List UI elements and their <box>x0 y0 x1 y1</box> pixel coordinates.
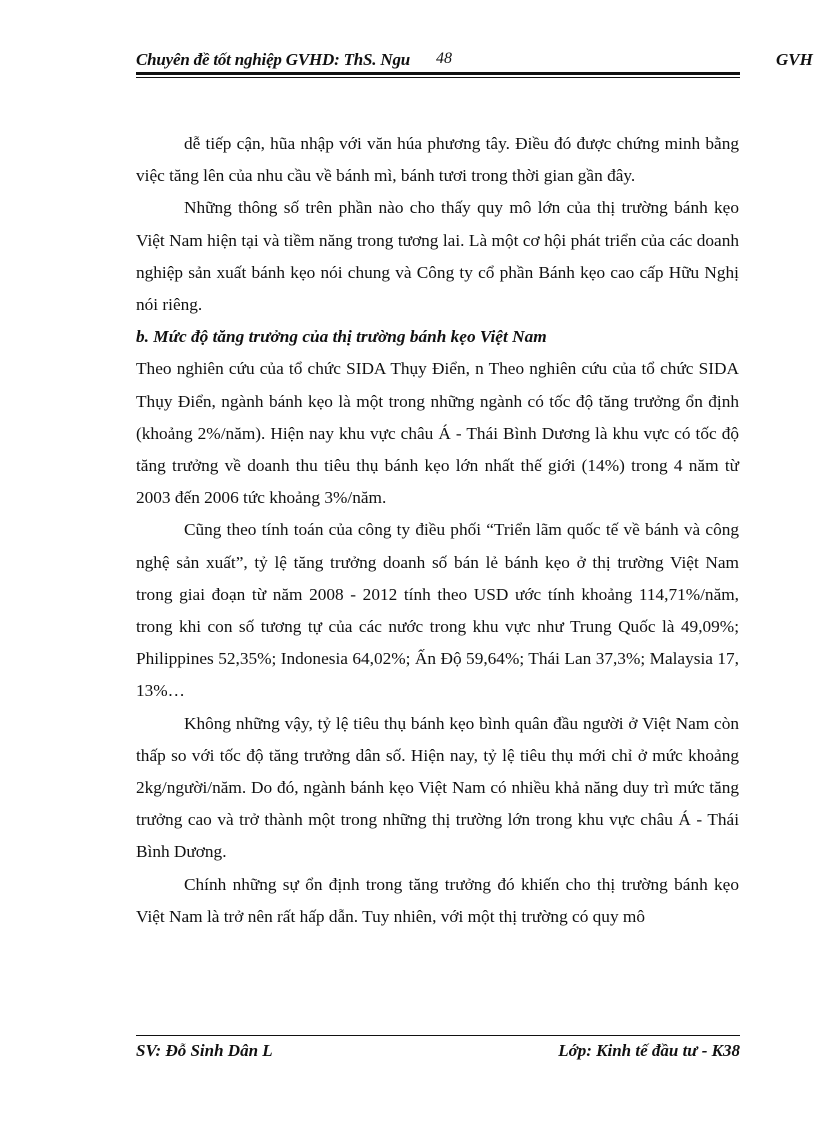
footer-class: Lớp: Kinh tế đầu tư - K38 <box>558 1041 740 1060</box>
header-rule-thick <box>136 72 740 75</box>
paragraph-4: Cũng theo tính toán của công ty điều phối “Triển lãm quốc tế về bánh và công nghệ sản xuất”, tỷ lệ tăng trưởng doanh số bán lẻ bánh kẹo ở thị trường Việt Nam trong giai đoạn từ năm 2008 - 2012 tính theo USD ước tính khoảng 114,71%/năm, trong khi con số tương tự của các nước trong khu vực như Trung Quốc là 49,09%; Philippines 52,35%; Indonesia 64,02%; Ấn Độ 59,64%; Thái Lan 37,3%; Malaysia 17, 13%… <box>136 520 739 701</box>
paragraph-6: Chính những sự ổn định trong tăng trưởng đó khiến cho thị trường bánh kẹo Việt Nam là trở nên rất hấp dẫn. Tuy nhiên, với một thị trường có quy mô <box>136 874 739 926</box>
header-rule-thin <box>136 77 740 78</box>
header-right-text: GVH <box>776 50 813 69</box>
header-title: Chuyên đề tốt nghiệp GVHD: ThS. Ngu <box>136 50 411 69</box>
section-heading-b: b. Mức độ tăng trưởng của thị trường bánh kẹo Việt Nam <box>136 327 547 347</box>
page-number: 48 <box>436 50 452 67</box>
paragraph-5: Không những vậy, tỷ lệ tiêu thụ bánh kẹo bình quân đầu người ở Việt Nam còn thấp so với tốc độ tăng trưởng dân số. Hiện nay, tỷ lệ tiêu thụ mới chỉ ở mức khoảng 2kg/người/năm. Do đó, ngành bánh kẹo Việt Nam có nhiều khả năng duy trì mức tăng trưởng cao và trở thành một trong những thị trường lớn trong khu vực châu Á - Thái Bình Dương. <box>136 713 739 862</box>
footer-student: SV: Đỗ Sinh Dân L <box>136 1041 273 1060</box>
paragraph-3: Theo nghiên cứu của tổ chức SIDA Thụy Điển, n Theo nghiên cứu của tổ chức SIDA Thụy Điển, ngành bánh kẹo là một trong những ngành có tốc độ tăng trưởng ổn định (khoảng 2%/năm). Hiện nay khu vực châu Á - Thái Bình Dương là khu vực có tốc độ tăng trưởng về doanh thu tiêu thụ bánh kẹo lớn nhất thế giới (14%) trong 4 năm từ 2003 đến 2006 tức khoảng 3%/năm. <box>136 359 739 508</box>
footer-rule <box>136 1035 740 1036</box>
paragraph-2: Những thông số trên phần nào cho thấy quy mô lớn của thị trường bánh kẹo Việt Nam hiện tại và tiềm năng trong tương lai. Là một cơ hội phát triển của các doanh nghiệp sản xuất bánh kẹo nói chung và Công ty cổ phần Bánh kẹo cao cấp Hữu Nghị nói riêng. <box>136 198 739 315</box>
paragraph-1: dễ tiếp cận, hũa nhập với văn húa phương tây. Điều đó được chứng minh bằng việc tăng lên của nhu cầu về bánh mì, bánh tươi trong thời gian gần đây. <box>136 134 739 186</box>
page-body <box>136 128 739 933</box>
